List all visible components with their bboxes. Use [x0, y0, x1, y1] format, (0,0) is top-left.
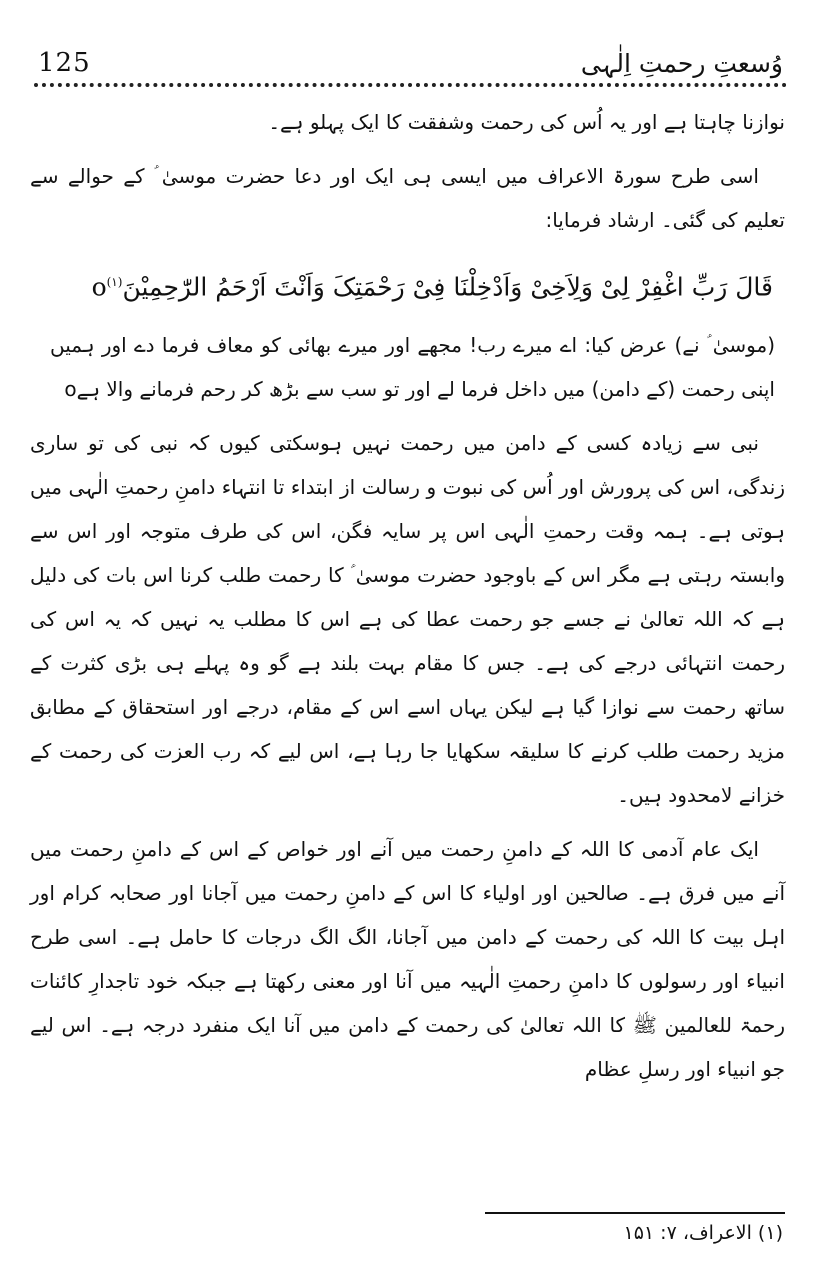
footnote: (۱) الاعراف، ۷: ۱۵۱ [623, 1222, 783, 1244]
page-body [30, 100, 785, 1091]
footnote-divider [485, 1212, 785, 1214]
paragraph-continuation: نوازنا چاہتا ہے اور یہ اُس کی رحمت وشفقت کا ایک پہلو ہے۔ [268, 110, 785, 134]
footnote-reference: (۱) [106, 275, 123, 289]
paragraph-final: ایک عام آدمی کا اللہ کے دامنِ رحمت میں آنے اور خواص کے اس کے دامنِ رحمت میں آنے میں فرق ہے۔ صالحین اور اولیاء کا اس کے دامنِ رحمت میں آجانا اور صحابہ کرام اور اہل بیت کا اللہ کی رحمت کے دامن میں آجانا، الگ الگ درجات کا حامل ہے۔ اسی طرح انبیاء اور رسولوں کا دامنِ رحمتِ الٰہیہ میں آنا اور معنی رکھتا ہے جبکہ خود تاجدارِ کائنات رحمۃ للعالمین ﷺ کا اللہ تعالیٰ کی رحمت کے دامن میں آنا ایک منفرد درجہ ہے۔ اس لیے جو انبیاء اور رسلِ عظام [30, 837, 785, 1082]
paragraph-intro: اسی طرح سورۃ الاعراف میں ایسی ہی ایک اور دعا حضرت موسیٰ ؑ کے حوالے سے تعلیم کی گئی۔ ارشاد فرمایا: [30, 164, 785, 232]
page-number: 125 [38, 48, 91, 78]
paragraph-main: نبی سے زیادہ کسی کے دامن میں رحمت نہیں ہوسکتی کیوں کہ نبی کی تو ساری زندگی، اس کی پرورش اور اُس کی نبوت و رسالت از ابتداء تا انتہاء دامنِ رحمتِ الٰہی میں ہوتی ہے۔ ہمہ وقت رحمتِ الٰہی اس پر سایہ فگن، اس کی طرف متوجہ اور اس سے وابستہ رہتی ہے مگر اس کے باوجود حضرت موسیٰ ؑ کا رحمت طلب کرنا اس بات کی دلیل ہے کہ اللہ تعالیٰ نے جسے جو رحمت عطا کی ہے اس کا مطلب یہ نہیں کہ یہ اس کی رحمت انتہائی درجے کی ہے۔ جس کا مقام بہت بلند ہے گو وہ پہلے ہی بڑی کثرت کے ساتھ رحمت سے نوازا گیا ہے لیکن یہاں اسے اس کے مقام، درجے اور استحقاق کے مطابق مزید رحمت طلب کرنے کا سلیقہ سکھایا جا رہا ہے، اس لیے کہ رب العزت کی رحمت کے خزانے لامحدود ہیں۔ [30, 431, 785, 808]
running-title: وُسعتِ رحمتِ اِلٰہی [580, 49, 783, 78]
quran-verse-text: قَالَ رَبِّ اغْفِرْ لِیْ وَلِاَخِیْ وَاَدْخِلْنَا فِیْ رَحْمَتِکَ وَاَنْتَ اَرْحَمُ الرّٰحِمِیْنَo [91, 272, 773, 302]
header-divider [34, 83, 787, 87]
page-header [38, 30, 783, 78]
verse-translation: (موسیٰ ؑ نے) عرض کیا: اے میرے رب! مجھے اور میرے بھائی کو معاف فرما دے اور ہمیں اپنی رحمت (کے دامن) میں داخل فرما لے اور تو سب سے بڑھ کر رحم فرمانے والا ہےo [50, 333, 775, 402]
quran-verse [40, 256, 773, 313]
